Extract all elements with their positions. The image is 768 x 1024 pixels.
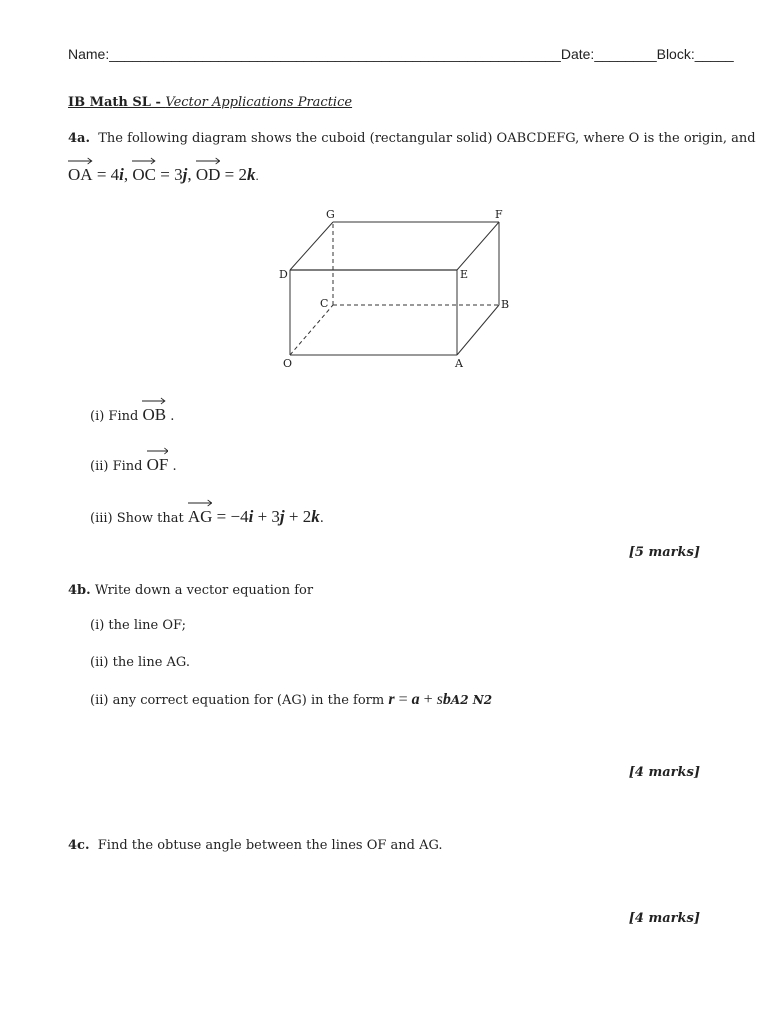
- vector-of: OF: [147, 455, 169, 475]
- unit-k: k: [247, 165, 256, 184]
- q4b-part-ii: (ii) the line AG.: [90, 655, 190, 670]
- vertex-label-B: B: [501, 298, 510, 311]
- vertex-label-F: F: [495, 208, 503, 221]
- q4a-given-vectors: OA = 4i, OC = 3j, OD = 2k.: [68, 165, 259, 185]
- page-title: [68, 95, 352, 110]
- vertex-label-O: O: [283, 357, 293, 370]
- block-field-line[interactable]: _____: [694, 46, 734, 62]
- block-label: Block:: [656, 46, 695, 62]
- unit-i: i: [119, 165, 124, 184]
- unit-j: j: [182, 165, 188, 184]
- q4a-intro: [68, 131, 756, 146]
- vector-od: OD: [196, 165, 221, 185]
- edge-DG: [290, 222, 333, 270]
- oa-value: = 4: [96, 165, 120, 184]
- q4b-intro: [68, 583, 313, 598]
- date-field-line[interactable]: ________: [594, 46, 657, 62]
- vertex-label-E: E: [460, 268, 469, 281]
- q4c-text: Find the obtuse angle between the lines OF and AG.: [97, 838, 443, 853]
- topic-name: Vector Applications Practice: [165, 95, 353, 110]
- edge-OC: [290, 305, 333, 355]
- q4a-text: The following diagram shows the cuboid (rectangular solid) OABCDEFG, where O is the origin, and: [98, 131, 756, 146]
- name-label: Name:: [68, 46, 110, 62]
- symbol-s: s: [436, 691, 443, 708]
- course-name: IB Math SL -: [68, 95, 166, 110]
- mark-annotation: A2 N2: [450, 693, 493, 707]
- od-value: = 2: [224, 165, 247, 184]
- symbol-a: a: [411, 691, 420, 708]
- oc-value: = 3: [160, 165, 183, 184]
- vertex-label-A: A: [455, 357, 463, 370]
- header-row: [68, 46, 734, 62]
- q4a-number: 4a.: [68, 131, 90, 146]
- q4a-part-i: (i) Find OB .: [90, 405, 174, 425]
- q4c-number: 4c.: [68, 838, 90, 853]
- date-label: Date:: [560, 46, 595, 62]
- symbol-b: b: [442, 691, 451, 708]
- q4a-part-iii: (iii) Show that AG = −4i + 3j + 2k.: [90, 507, 324, 527]
- vector-oc: OC: [132, 165, 156, 185]
- q4b-marks: [4 marks]: [628, 765, 700, 780]
- vector-ag: AG: [188, 507, 213, 527]
- q4a-part-ii: (ii) Find OF .: [90, 455, 177, 475]
- q4c-intro: [68, 838, 443, 853]
- q4b-part-iii: (ii) any correct equation for (AG) in the form r = a + sbA2 N2: [90, 691, 493, 708]
- vector-oa: OA: [68, 165, 93, 185]
- q4c-marks: [4 marks]: [628, 911, 700, 926]
- vertex-label-C: C: [320, 297, 329, 310]
- symbol-r: r: [388, 691, 395, 708]
- q4b-number: 4b.: [68, 583, 91, 598]
- vertex-label-G: G: [326, 208, 335, 221]
- q4a-marks: [5 marks]: [628, 545, 700, 560]
- q4b-text: Write down a vector equation for: [94, 583, 314, 598]
- cuboid-diagram: [270, 200, 530, 380]
- name-field-line[interactable]: __________________________________________________________: [109, 46, 561, 62]
- q4b-part-i: (i) the line OF;: [90, 618, 186, 633]
- vertex-label-D: D: [279, 268, 288, 281]
- edge-EF: [457, 222, 499, 270]
- edge-AB: [457, 305, 499, 355]
- vector-ob: OB: [142, 405, 166, 425]
